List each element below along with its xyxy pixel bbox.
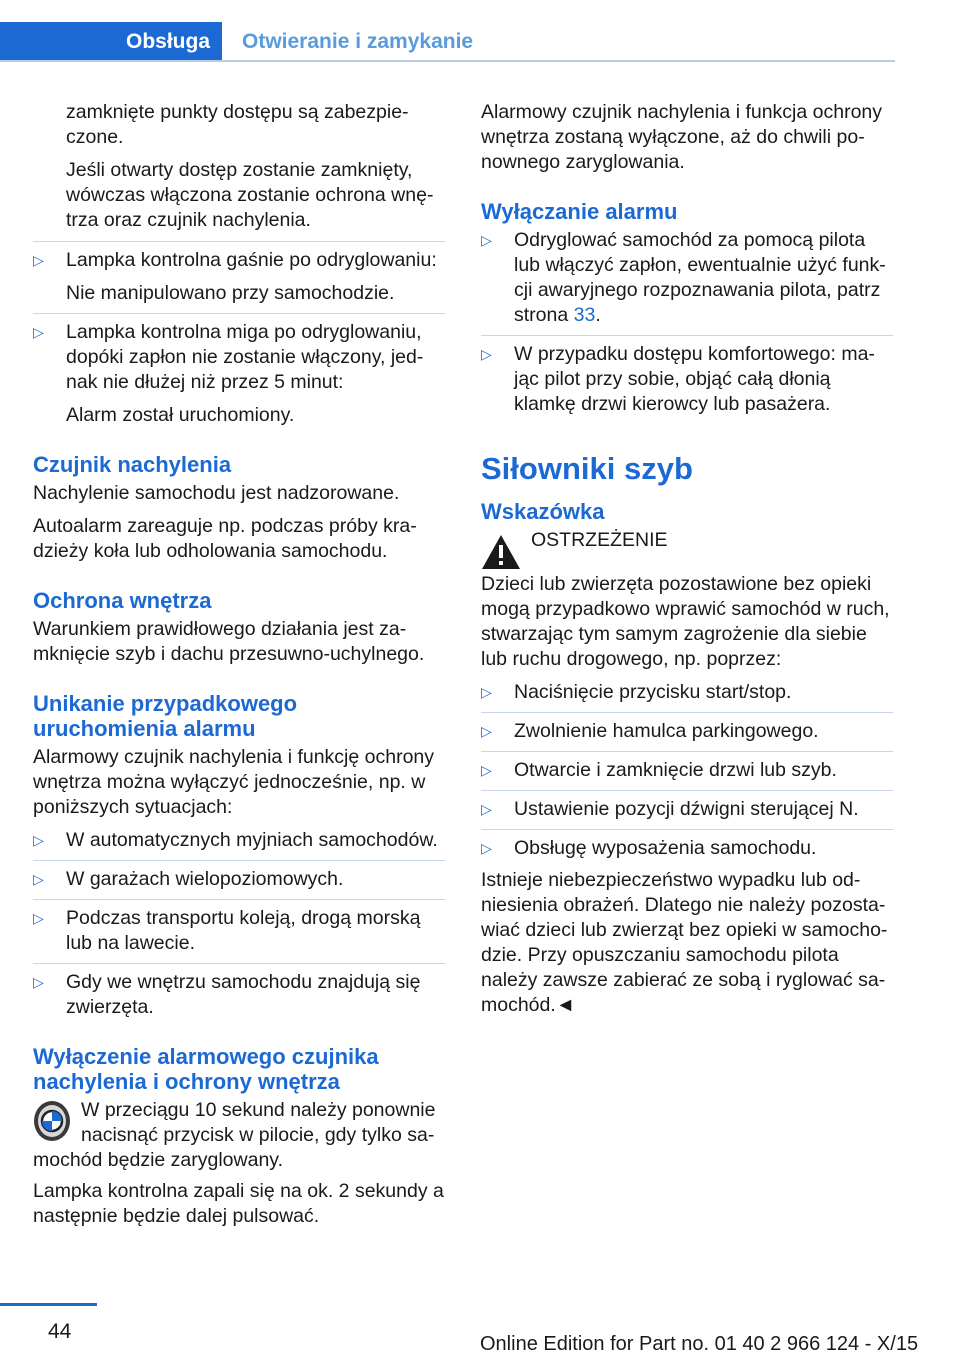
list-item xyxy=(481,228,893,328)
list-item xyxy=(33,970,445,1020)
triangle-bullet-icon: ▷ xyxy=(481,762,492,778)
list-item xyxy=(33,906,445,956)
divider xyxy=(33,899,445,900)
list-item xyxy=(481,797,893,822)
list-item-text: Lampka kontrolna miga po odryglowaniu, dopóki zapłon nie zostanie włączony, jednak nie dłużej niż przez 5 minut: xyxy=(66,321,424,393)
divider xyxy=(33,860,445,861)
footer-rule xyxy=(0,1303,97,1306)
list-item xyxy=(481,342,893,417)
list-item-text: Gdy we wnętrzu samochodu znajdują się zwierzęta. xyxy=(66,971,421,1018)
list-item-text: Ustawienie pozycji dźwigni sterującej N. xyxy=(514,798,859,820)
paragraph: Nachylenie samochodu jest nadzorowane. xyxy=(33,482,400,504)
list-item-text: Obsługę wyposażenia samochodu. xyxy=(514,837,817,859)
warning-triangle-icon xyxy=(481,534,521,570)
paragraph: Alarmowy czujnik nachylenia i funkcja ochrony wnętrza zostaną wyłączone, aż do chwili ponownego zaryglowania. xyxy=(481,101,883,173)
page-reference-link[interactable]: 33 xyxy=(573,304,596,326)
list-item xyxy=(33,320,445,428)
divider xyxy=(481,829,893,830)
list-item-text: Odryglować samochód za pomocą pilota lub włączyć zapłon, ewentualnie użyć funkcji awaryjnego rozpoznawania pilota, patrz strona 33. xyxy=(514,229,886,326)
list-item-text: W automatycznych myjniach samochodów. xyxy=(66,829,438,851)
triangle-bullet-icon: ▷ xyxy=(33,252,44,268)
tab-chapter[interactable]: Otwieranie i zamykanie xyxy=(242,30,474,53)
edition-note: Online Edition for Part no. 01 40 2 966 124 - X/15 xyxy=(480,1333,919,1355)
triangle-bullet-icon: ▷ xyxy=(33,910,44,926)
list-item xyxy=(481,680,893,705)
divider xyxy=(33,241,445,242)
remote-key-note xyxy=(33,1098,445,1173)
page-number: 44 xyxy=(48,1320,72,1343)
list-item-text: Naciśnięcie przycisku start/stop. xyxy=(514,681,792,703)
triangle-bullet-icon: ▷ xyxy=(481,840,492,856)
right-column xyxy=(481,100,893,1026)
triangle-bullet-icon: ▷ xyxy=(33,871,44,887)
triangle-bullet-icon: ▷ xyxy=(33,832,44,848)
warning-paragraph: Dzieci lub zwierzęta pozostawione bez opieki mogą przypadkowo wprawić samochód w ruch, stwarzając tym samym zagrożenie dla siebie lub ruchu drogowego, np. poprzez: xyxy=(481,573,890,670)
heading-alarm-off: Wyłączanie alarmu xyxy=(481,199,678,224)
list-item-text: W przypadku dostępu komfortowego: mając pilot przy sobie, objąć całą dłonią klamkę drzwi kierowcy lub pasażera. xyxy=(514,343,875,415)
warning-title: OSTRZEŻENIE xyxy=(531,529,668,551)
list-item-text: Otwarcie i zamknięcie drzwi lub szyb. xyxy=(514,759,837,781)
divider xyxy=(33,313,445,314)
list-item xyxy=(33,248,445,306)
list-item-subtext: Alarm został uruchomiony. xyxy=(66,404,295,426)
list-item-text: W garażach wielopoziomowych. xyxy=(66,868,344,890)
triangle-bullet-icon: ▷ xyxy=(33,324,44,340)
bmw-remote-key-icon xyxy=(33,1100,71,1142)
paragraph: Autoalarm zareaguje np. podczas próby kradzieży koła lub odholowania samochodu. xyxy=(33,515,417,562)
list-item xyxy=(33,828,445,853)
list-item-subtext: Nie manipulowano przy samochodzie. xyxy=(66,282,395,304)
heading-interior-protection: Ochrona wnętrza xyxy=(33,588,212,613)
triangle-bullet-icon: ▷ xyxy=(33,974,44,990)
paragraph: zamknięte punkty dostępu są zabezpieczone. xyxy=(66,101,409,148)
paragraph: Warunkiem prawidłowego działania jest zamknięcie szyb i dachu przesuwno-uchylnego. xyxy=(33,618,425,665)
list-item xyxy=(481,836,893,861)
paragraph: Lampka kontrolna zapali się na ok. 2 sekundy a następnie będzie dalej pulsować. xyxy=(33,1180,444,1227)
triangle-bullet-icon: ▷ xyxy=(481,346,492,362)
heading-note: Wskazówka xyxy=(481,499,605,524)
paragraph: Jeśli otwarty dostęp zostanie zamknięty, wówczas włączona zostanie ochrona wnętrza oraz czujnik nachylenia. xyxy=(66,159,434,231)
header-rule xyxy=(0,60,895,62)
warning-block xyxy=(481,528,893,572)
list-item-text: Podczas transportu koleją, drogą morską lub na lawecie. xyxy=(66,907,421,954)
divider xyxy=(481,335,893,336)
heading-tilt-sensor: Czujnik nachylenia xyxy=(33,452,232,477)
list-item-text: Lampka kontrolna gaśnie po odryglowaniu: xyxy=(66,249,437,271)
paragraph: Istnieje niebezpieczeństwo wypadku lub odniesienia obrażeń. Dlatego nie należy pozostawiać dzieci lub zwierząt bez opieki w samochodzie. Przy opuszczaniu samochodu pilota należy zawsze zabierać ze sobą i ryglować samochód.◄ xyxy=(481,869,888,1016)
tab-section[interactable]: Obsługa xyxy=(0,22,222,62)
divider xyxy=(481,712,893,713)
paragraph: W przeciągu 10 sekund należy ponownie nacisnąć przycisk w pilocie, gdy tylko samochód będzie zaryglowany. xyxy=(33,1099,436,1171)
heading-disable-alarm-sensor: Wyłączenie alarmowego czujnika nachylenia i ochrony wnętrza xyxy=(33,1044,379,1094)
triangle-bullet-icon: ▷ xyxy=(481,684,492,700)
list-item xyxy=(481,719,893,744)
left-column xyxy=(33,100,445,1237)
heading-avoid-false-alarm: Unikanie przypadkowego uruchomienia alarmu xyxy=(33,691,298,741)
list-item-text: Zwolnienie hamulca parkingowego. xyxy=(514,720,819,742)
list-item xyxy=(481,758,893,783)
triangle-bullet-icon: ▷ xyxy=(481,232,492,248)
divider xyxy=(33,963,445,964)
paragraph: Alarmowy czujnik nachylenia i funkcję ochrony wnętrza można wyłączyć jednocześnie, np. w poniższych sytuacjach: xyxy=(33,746,435,818)
triangle-bullet-icon: ▷ xyxy=(481,723,492,739)
list-item xyxy=(33,867,445,892)
triangle-bullet-icon: ▷ xyxy=(481,801,492,817)
heading-window-lifts: Siłowniki szyb xyxy=(481,451,693,486)
divider xyxy=(481,751,893,752)
divider xyxy=(481,790,893,791)
